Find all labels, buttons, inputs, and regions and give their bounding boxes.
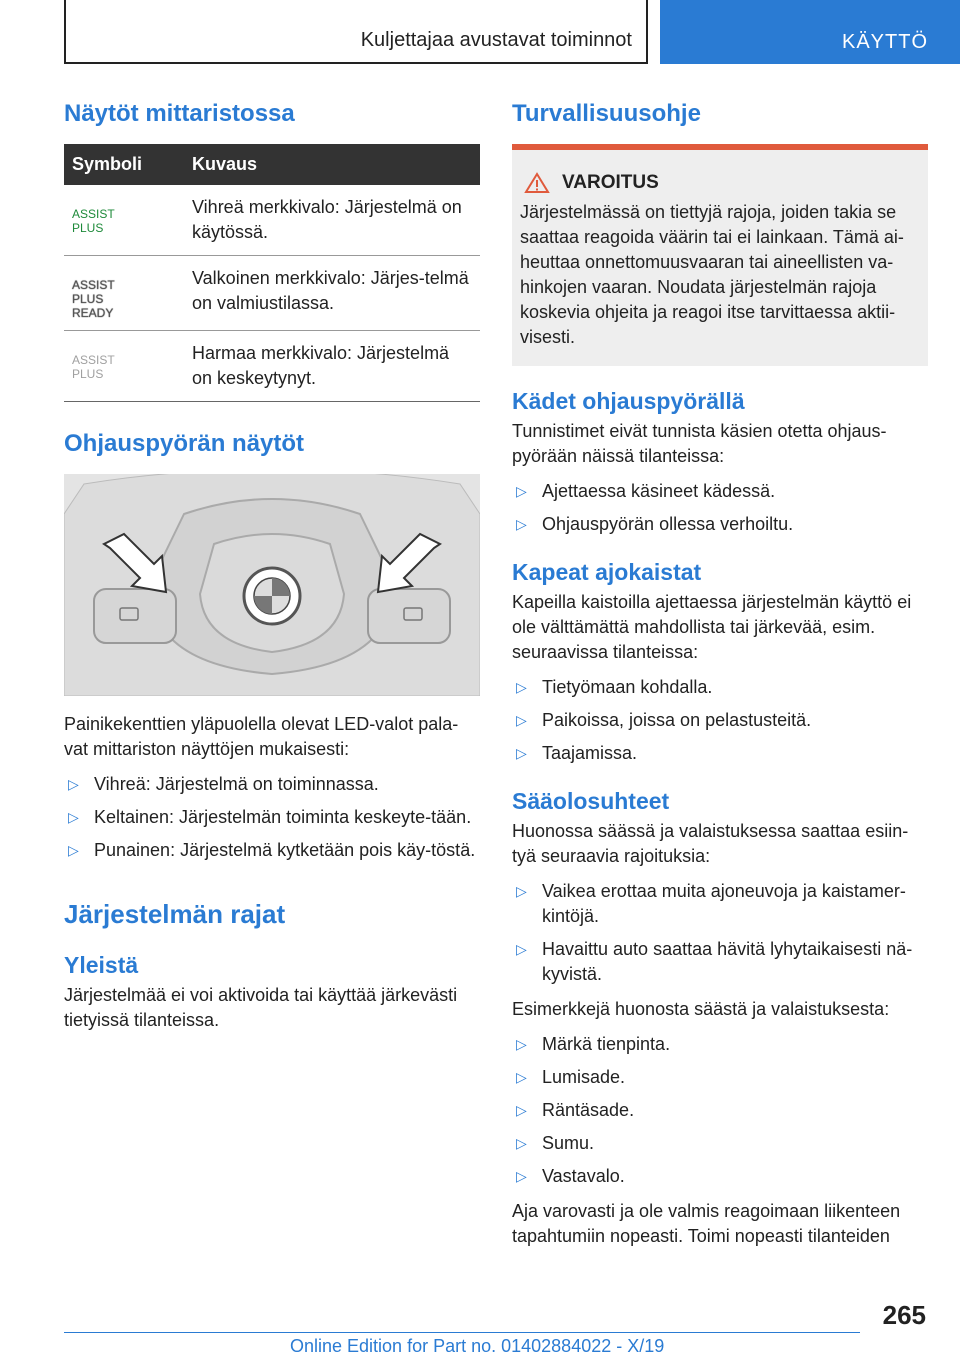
- list-item-text: Sumu.: [542, 1133, 595, 1153]
- table-cell-description: Vihreä merkkivalo: Järjestelmä on käytössä.: [184, 185, 480, 256]
- safety-heading: Turvallisuusohje: [512, 100, 701, 127]
- list-item: [512, 512, 928, 537]
- right-column: [512, 100, 928, 1259]
- list-item: [64, 805, 480, 830]
- header-chapter-tab: [660, 0, 960, 64]
- list-item-text: Vihreä: Järjestelmä on toiminnassa.: [94, 774, 379, 794]
- list-item: [512, 879, 928, 929]
- list-item: [512, 1164, 928, 1189]
- header-section-box: [64, 0, 648, 64]
- list-item-text: Räntäsade.: [542, 1100, 635, 1120]
- list-item: [512, 708, 928, 733]
- assist-plus-green-icon: [64, 185, 184, 256]
- lanes-heading: Kapeat ajokaistat: [512, 559, 702, 585]
- lanes-list: [512, 675, 928, 766]
- table-row: [64, 185, 480, 256]
- list-item-text: Ohjauspyörän ollessa verhoiltu.: [542, 514, 794, 534]
- general-heading: Yleistä: [64, 952, 139, 978]
- symbol-line: READY: [72, 306, 114, 320]
- footer-edition: Online Edition for Part no. 01402884022 - X/19: [290, 1336, 665, 1356]
- list-item-text: Tietyömaan kohdalla.: [542, 677, 713, 697]
- list-item-text: Havaittu auto saattaa hävitä lyhytaikaisesti nä-kyvistä.: [542, 939, 913, 984]
- triangle-bullet-icon: ▷: [516, 483, 527, 499]
- list-item: [512, 675, 928, 700]
- symbol-line: PLUS: [72, 367, 104, 381]
- list-item-text: Vaikea erottaa muita ajoneuvoja ja kaistamer-kintöjä.: [542, 881, 906, 926]
- left-button-pad: [94, 589, 176, 643]
- list-item: [512, 741, 928, 766]
- triangle-bullet-icon: ▷: [516, 1069, 527, 1085]
- steering-wheel-figure: [64, 474, 480, 696]
- wheel-intro-text: Painikekenttien yläpuolella olevat LED-valot pala-vat mittariston näyttöjen mukaisesti:: [64, 714, 459, 759]
- triangle-bullet-icon: ▷: [516, 1135, 527, 1151]
- list-item: [512, 1065, 928, 1090]
- right-button-pad: [368, 589, 450, 643]
- assist-plus-gray-icon: [64, 331, 184, 402]
- triangle-bullet-icon: ▷: [516, 1036, 527, 1052]
- warning-box: [512, 144, 928, 366]
- list-item-text: Taajamissa.: [542, 743, 638, 763]
- wheel-list: [64, 772, 480, 863]
- symbol-line: ASSIST: [72, 353, 115, 367]
- system-limits-heading: Järjestelmän rajat: [64, 899, 286, 929]
- symbol-line: ASSIST: [72, 278, 115, 292]
- warning-title: VAROITUS: [562, 172, 659, 193]
- footer-divider: [64, 1332, 860, 1333]
- triangle-bullet-icon: ▷: [516, 941, 527, 957]
- assist-plus-ready-icon: [64, 256, 184, 331]
- table-row: [64, 256, 480, 331]
- list-item-text: Paikoissa, joissa on pelastusteitä.: [542, 710, 812, 730]
- page-number: 265: [882, 1300, 926, 1330]
- header-section-title: Kuljettajaa avustavat toiminnot: [360, 29, 632, 51]
- list-item: [64, 772, 480, 797]
- list-item-text: Lumisade.: [542, 1067, 626, 1087]
- table-header-row: [64, 144, 480, 185]
- symbol-line: ASSIST: [72, 207, 115, 221]
- triangle-bullet-icon: ▷: [68, 809, 79, 825]
- weather-heading: Sääolosuhteet: [512, 788, 670, 814]
- triangle-bullet-icon: ▷: [68, 776, 79, 792]
- table-header-description: Kuvaus: [184, 144, 480, 185]
- hands-list: [512, 479, 928, 537]
- list-item: [64, 838, 480, 863]
- list-item: [512, 1032, 928, 1057]
- warning-triangle-icon: [524, 172, 550, 194]
- table-header-symbol: Symboli: [64, 144, 184, 185]
- wheel-displays-heading: Ohjauspyörän näytöt: [64, 430, 305, 457]
- closing-text: Aja varovasti ja ole valmis reagoimaan liikenteen tapahtumiin nopeasti. Toimi nopeasti tilanteiden: [512, 1201, 901, 1246]
- triangle-bullet-icon: ▷: [516, 745, 527, 761]
- triangle-bullet-icon: ▷: [516, 1102, 527, 1118]
- list-item: [512, 479, 928, 504]
- symbol-line: PLUS: [72, 292, 104, 306]
- table-cell-description: Valkoinen merkkivalo: Järjes-telmä on valmiustilassa.: [184, 256, 480, 331]
- warning-title-row: [520, 172, 920, 194]
- left-column: [64, 100, 480, 1043]
- triangle-bullet-icon: ▷: [68, 842, 79, 858]
- examples-intro-text: Esimerkkejä huonosta säästä ja valaistuksesta:: [512, 999, 890, 1019]
- list-item-text: Ajettaessa käsineet kädessä.: [542, 481, 776, 501]
- weather-list: [512, 879, 928, 987]
- list-item-text: Punainen: Järjestelmä kytketään pois käy-töstä.: [94, 840, 476, 860]
- header-chapter-label: KÄYTTÖ: [841, 31, 928, 53]
- list-item-text: Vastavalo.: [542, 1166, 625, 1186]
- warning-text: Järjestelmässä on tiettyjä rajoja, joiden takia se saattaa reagoida väärin tai ei lainkaan. Tämä ai-heuttaa onnettomuusvaaran tai aineellisten va-hinkojen vaaran. Noudata järjestelmän rajoja koskevia ohjeita ja reagoi itse tarvittaessa aktii-visesti.: [520, 202, 904, 347]
- triangle-bullet-icon: ▷: [516, 679, 527, 695]
- lanes-intro-text: Kapeilla kaistoilla ajettaessa järjestelmän käyttö ei ole välttämättä mahdollista tai järkevää, esim. seuraavissa tilanteissa:: [512, 592, 912, 662]
- triangle-bullet-icon: ▷: [516, 1168, 527, 1184]
- list-item: [512, 937, 928, 987]
- general-text: Järjestelmää ei voi aktivoida tai käyttää järkevästi tietyissä tilanteissa.: [64, 985, 458, 1030]
- hands-heading: Kädet ohjauspyörällä: [512, 388, 745, 414]
- triangle-bullet-icon: ▷: [516, 516, 527, 532]
- table-row: [64, 331, 480, 402]
- triangle-bullet-icon: ▷: [516, 712, 527, 728]
- triangle-bullet-icon: ▷: [516, 883, 527, 899]
- hands-intro-text: Tunnistimet eivät tunnista käsien otetta ohjaus-pyörään näissä tilanteissa:: [512, 421, 887, 466]
- displays-heading: Näytöt mittaristossa: [64, 100, 295, 127]
- symbol-table: [64, 144, 480, 402]
- symbol-line: PLUS: [72, 221, 104, 235]
- list-item-text: Märkä tienpinta.: [542, 1034, 671, 1054]
- examples-list: [512, 1032, 928, 1189]
- list-item-text: Keltainen: Järjestelmän toiminta keskeyte-tään.: [94, 807, 472, 827]
- table-cell-description: Harmaa merkkivalo: Järjestelmä on keskeytynyt.: [184, 331, 480, 402]
- steering-wheel-illustration: [64, 474, 480, 696]
- list-item: [512, 1131, 928, 1156]
- list-item: [512, 1098, 928, 1123]
- weather-intro-text: Huonossa säässä ja valaistuksessa saattaa esiin-tyä seuraavia rajoituksia:: [512, 821, 909, 866]
